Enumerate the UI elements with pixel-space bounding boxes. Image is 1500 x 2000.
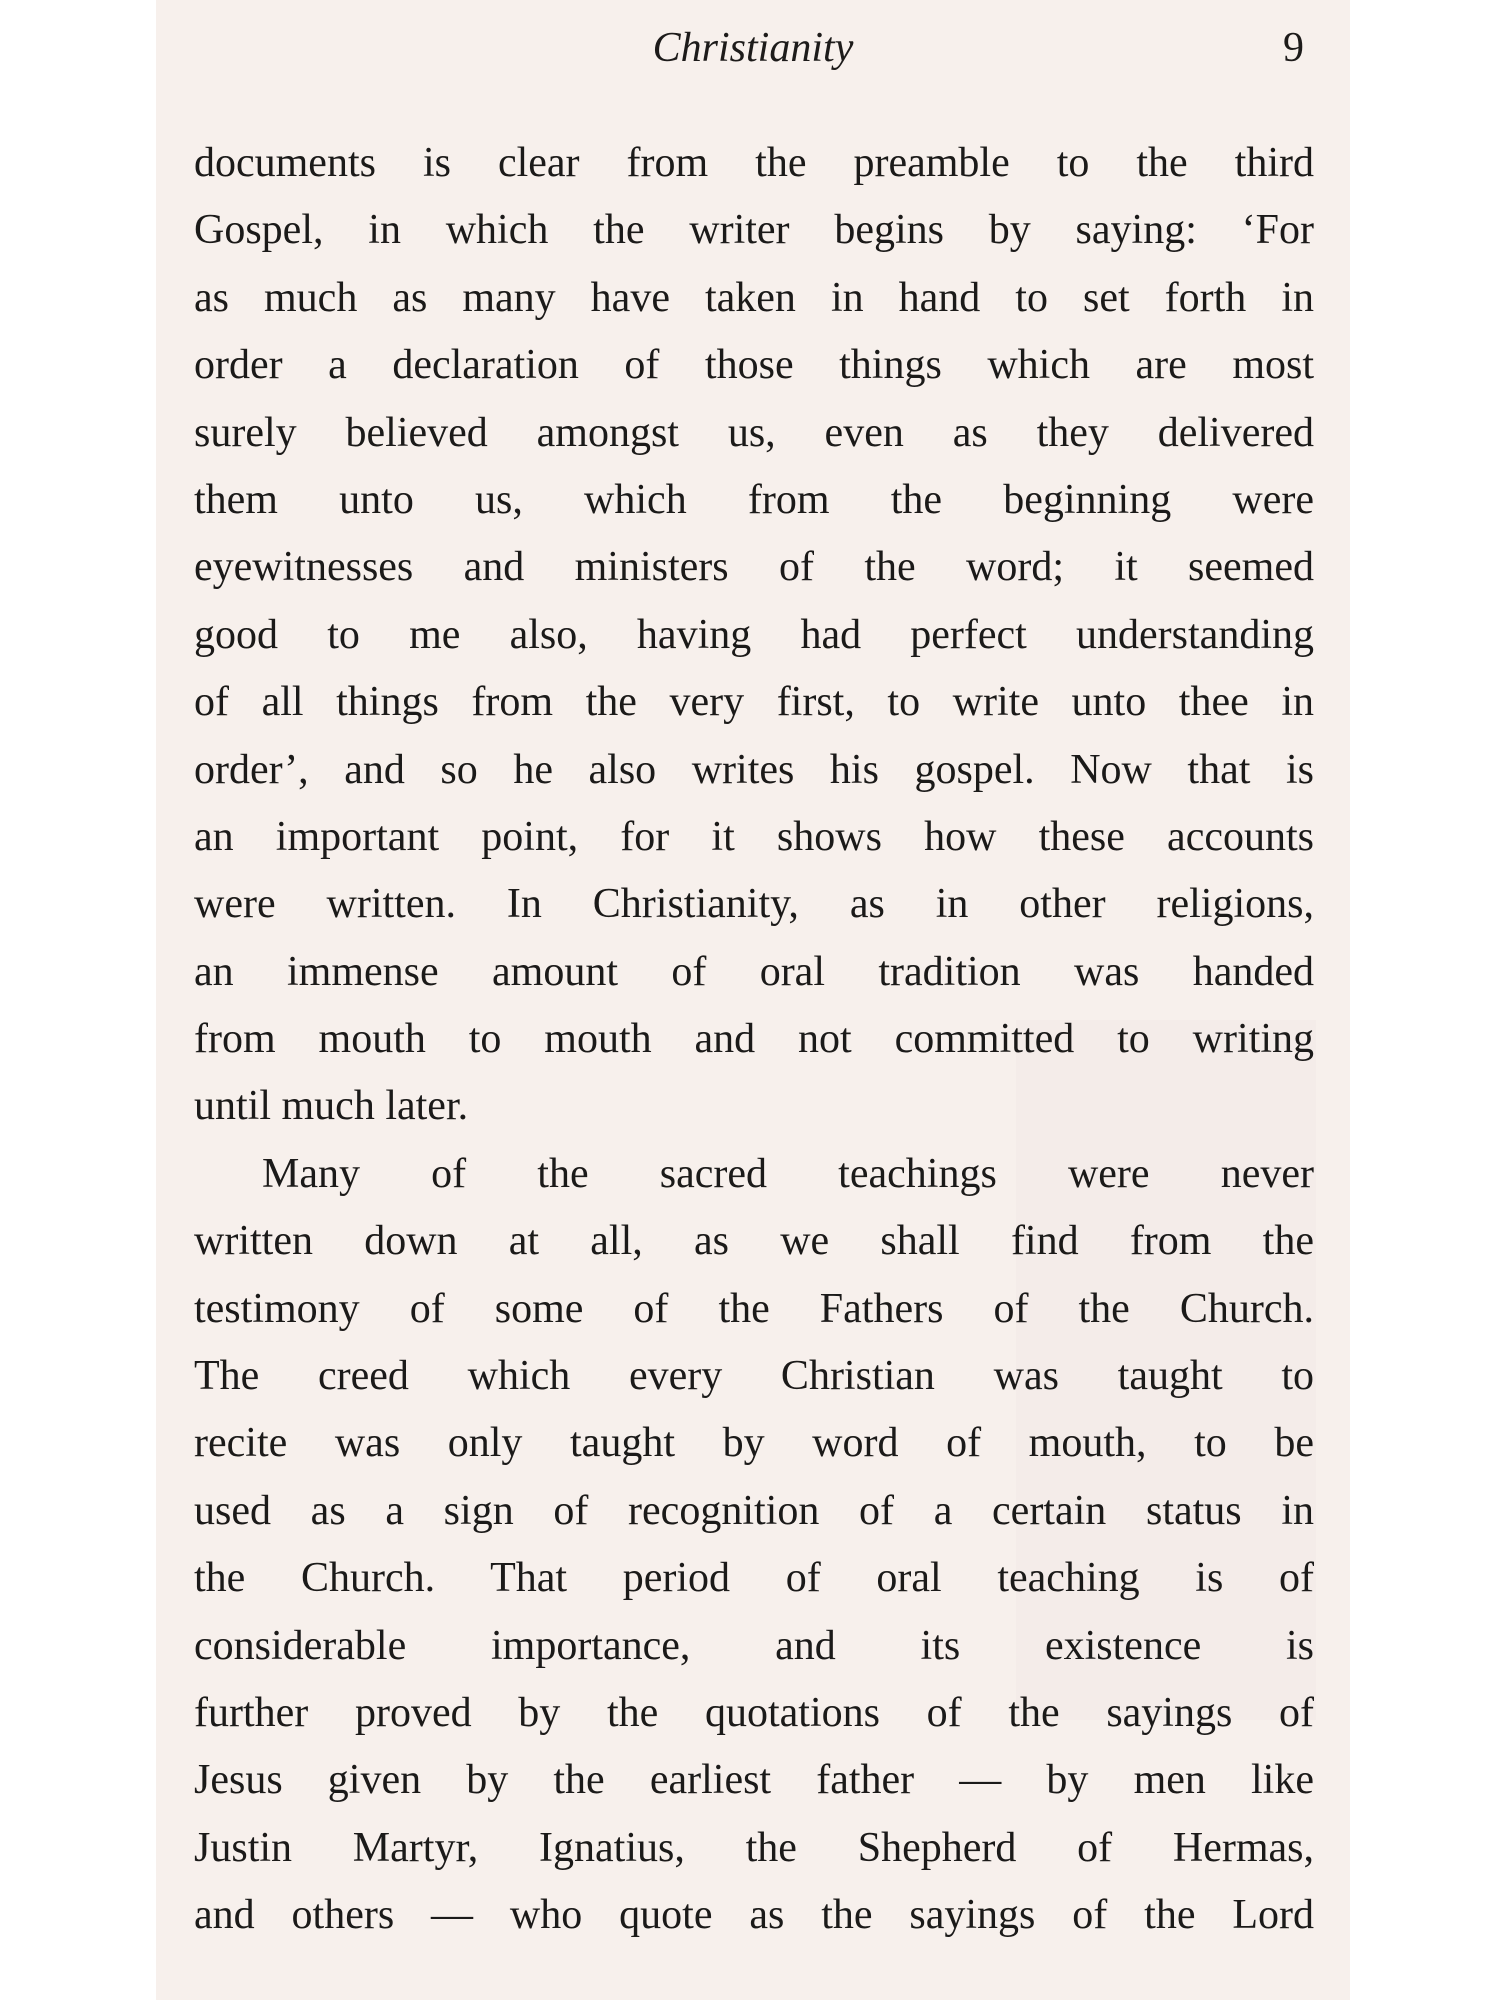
paragraph-1 [194, 130, 1314, 1141]
running-title: Christianity [652, 25, 854, 71]
text-line: and others — who quote as the sayings of the Lord [194, 1892, 1314, 1939]
text-line: used as a sign of recognition of a certain status in [194, 1487, 1314, 1534]
text-line: testimony of some of the Fathers of the Church. [194, 1285, 1314, 1332]
paragraph-2 [194, 1141, 1314, 1950]
text-line: Jesus given by the earliest father — by men like [194, 1757, 1314, 1804]
text-line: recite was only taught by word of mouth, to be [194, 1420, 1314, 1467]
text-line: order’, and so he also writes his gospel. Now that is [194, 746, 1314, 793]
page-header [156, 18, 1350, 78]
text-line: an immense amount of oral tradition was handed [194, 948, 1314, 995]
text-line: considerable importance, and its existence is [194, 1622, 1314, 1669]
text-line: of all things from the very first, to write unto thee in [194, 679, 1314, 726]
text-line: until much later. [194, 1083, 469, 1130]
book-page [156, 0, 1350, 2000]
text-line: Justin Martyr, Ignatius, the Shepherd of Hermas, [194, 1824, 1314, 1871]
page-number: 9 [1283, 25, 1304, 71]
text-line: from mouth to mouth and not committed to writing [194, 1016, 1314, 1063]
text-line: the Church. That period of oral teaching is of [194, 1555, 1314, 1602]
text-line: order a declaration of those things which are most [194, 342, 1314, 389]
text-line: as much as many have taken in hand to set forth in [194, 274, 1314, 321]
text-line: an important point, for it shows how these accounts [194, 813, 1314, 860]
text-line: were written. In Christianity, as in other religions, [194, 881, 1314, 928]
text-line: The creed which every Christian was taught to [194, 1353, 1314, 1400]
text-line: written down at all, as we shall find from the [194, 1218, 1314, 1265]
body-text [194, 130, 1314, 1950]
text-line: Gospel, in which the writer begins by saying: ‘For [194, 207, 1314, 254]
text-line: Many of the sacred teachings were never [262, 1150, 1314, 1197]
text-line: good to me also, having had perfect understanding [194, 611, 1314, 658]
text-line: eyewitnesses and ministers of the word; it seemed [194, 544, 1314, 591]
text-line: documents is clear from the preamble to the third [194, 140, 1314, 186]
text-line: further proved by the quotations of the sayings of [194, 1689, 1314, 1736]
text-line: them unto us, which from the beginning were [194, 476, 1314, 523]
text-line: surely believed amongst us, even as they delivered [194, 409, 1314, 456]
